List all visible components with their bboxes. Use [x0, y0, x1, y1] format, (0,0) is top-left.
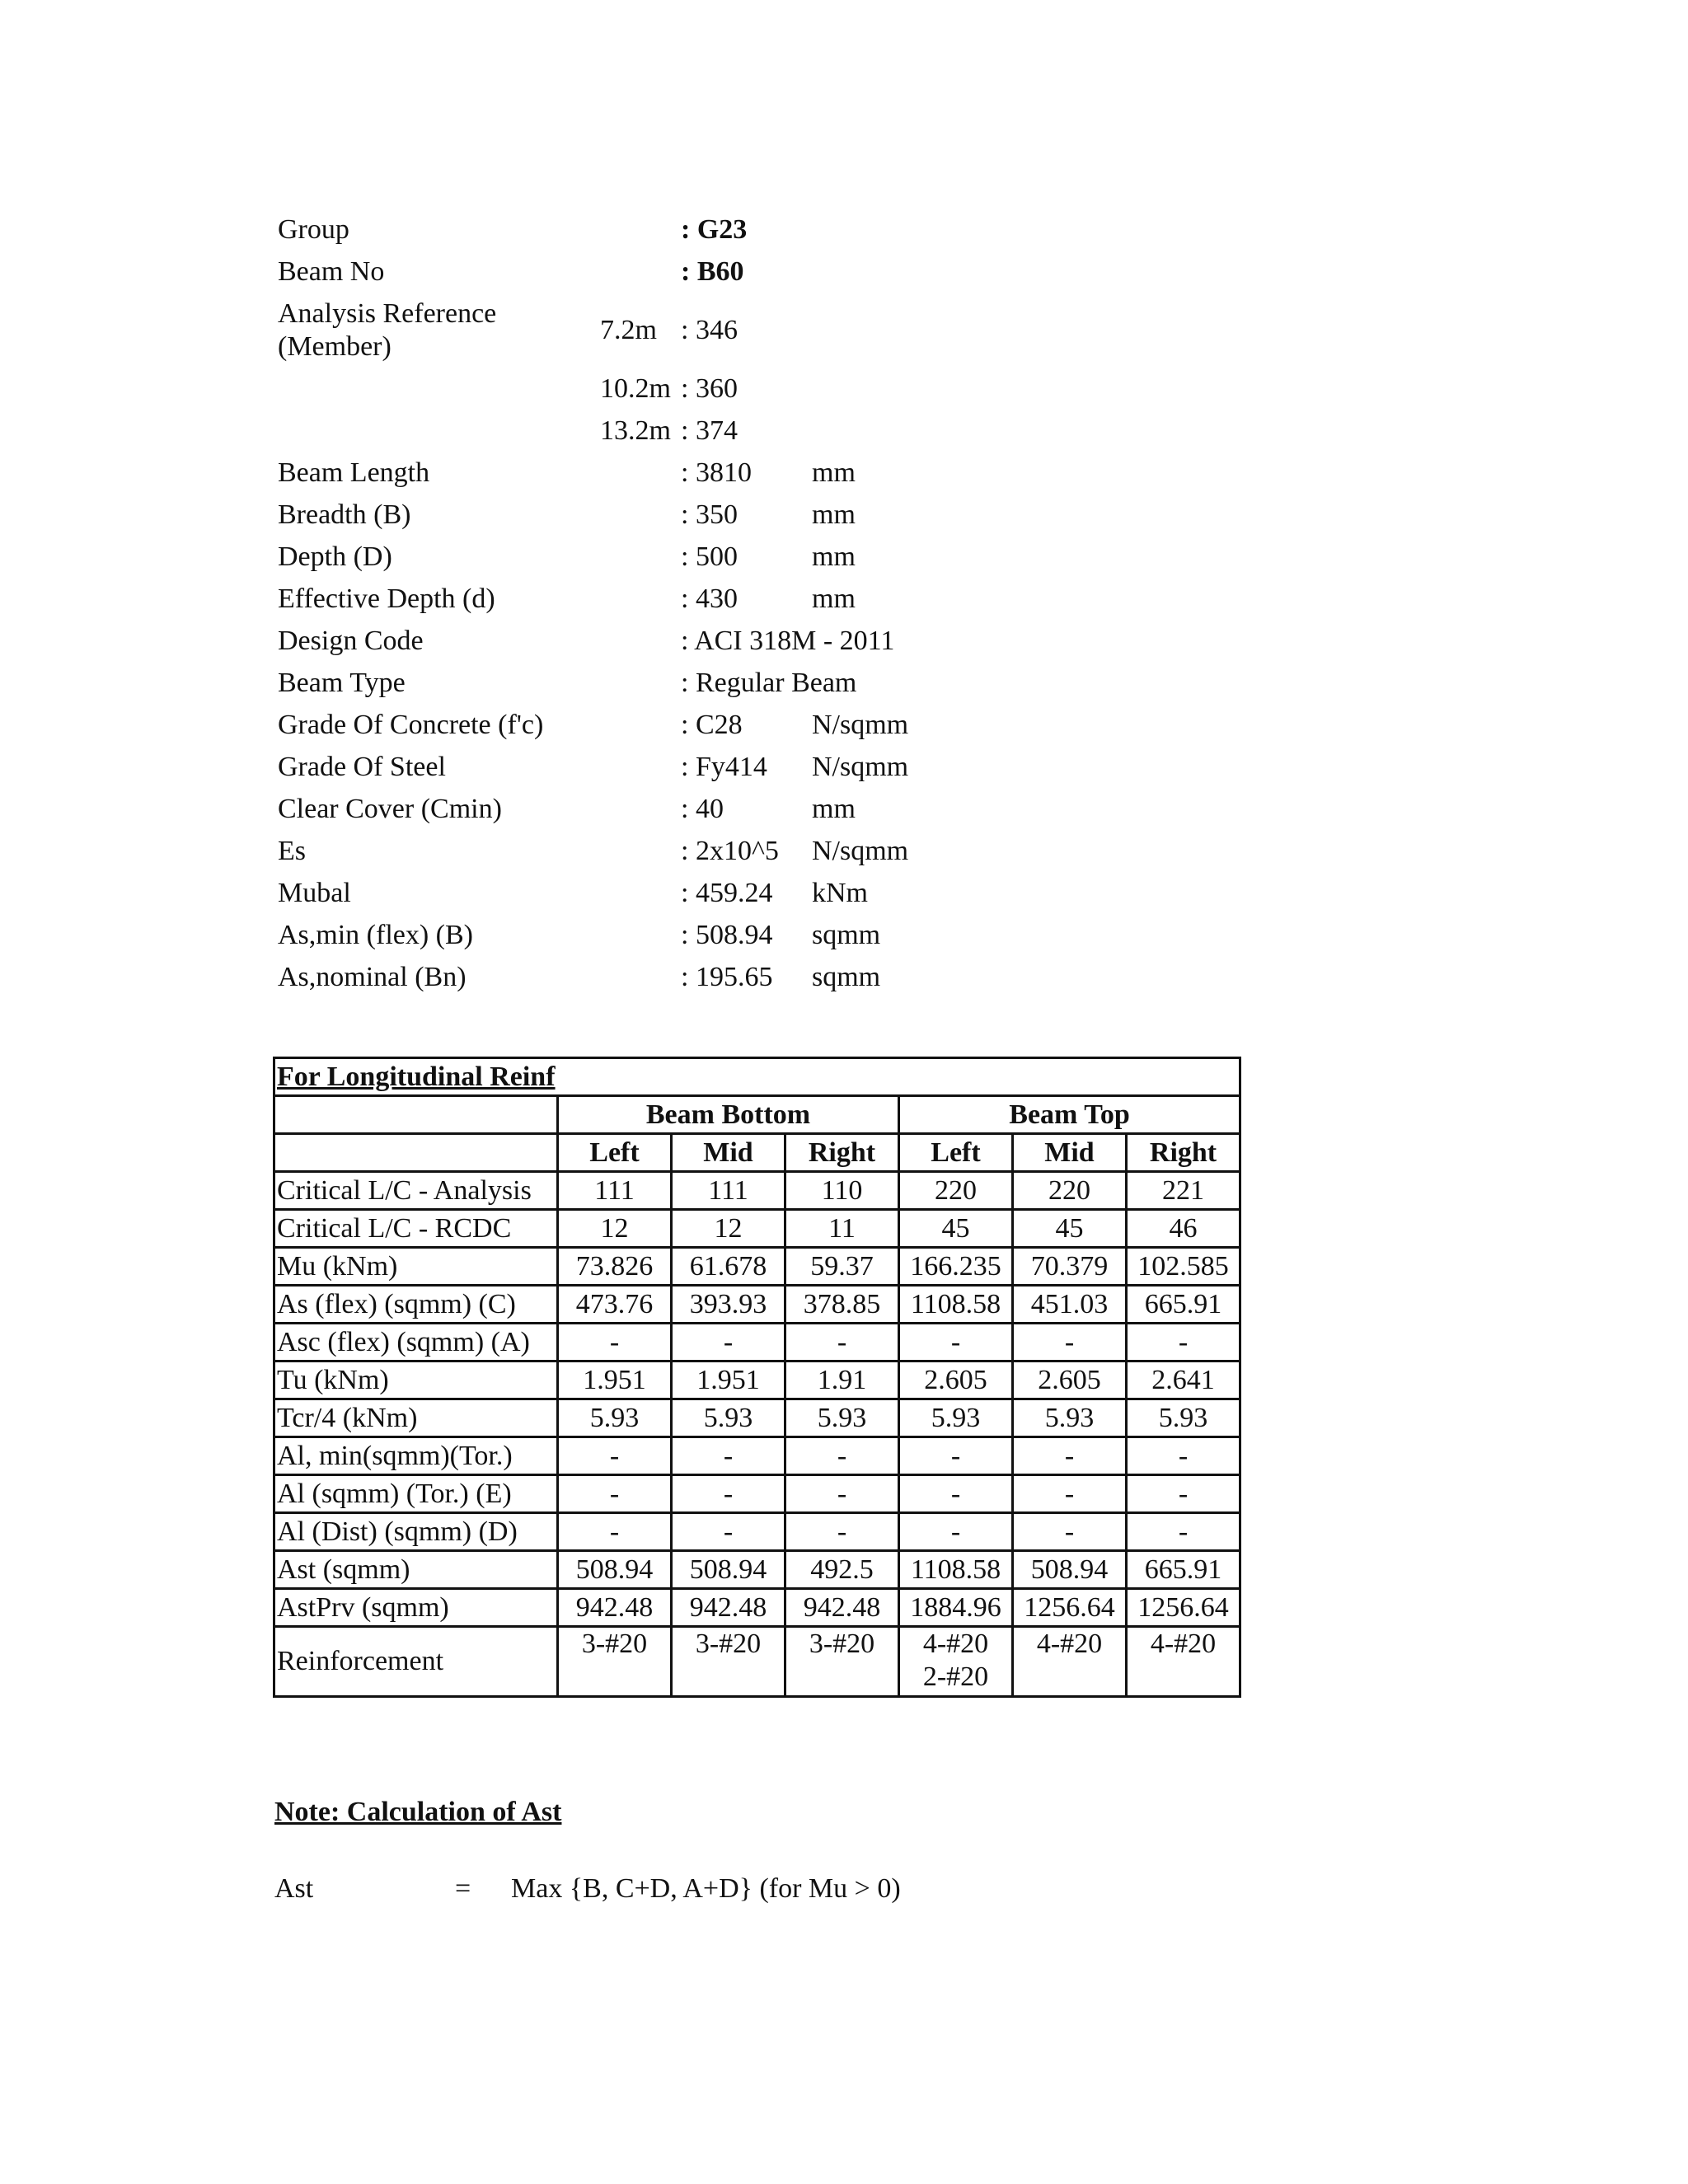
property-value: : C28 [681, 710, 743, 740]
formula-lhs: Ast [274, 1873, 314, 1904]
row-label: Al (Dist) (sqmm) (D) [274, 1513, 558, 1551]
property-label: Depth (D) [278, 541, 392, 572]
table-cell: 1108.58 [899, 1551, 1013, 1589]
table-cell: 5.93 [1127, 1399, 1240, 1437]
table-cell: 942.48 [785, 1589, 899, 1627]
analysis-ref-level: 10.2m [600, 373, 671, 404]
row-label: Reinforcement [274, 1627, 558, 1697]
table-cell: 1108.58 [899, 1286, 1013, 1324]
reinforcement-cell [899, 1627, 1013, 1697]
table-cell: 508.94 [558, 1551, 672, 1589]
table-cell: 11 [785, 1210, 899, 1248]
table-group-header-row [274, 1096, 1240, 1134]
table-cell: 220 [1013, 1172, 1127, 1210]
column-header: Right [785, 1134, 899, 1172]
property-value: : 195.65 [681, 962, 773, 992]
table-cell: - [1127, 1513, 1240, 1551]
beam-no-label: Beam No [278, 256, 385, 287]
table-row [274, 1513, 1240, 1551]
property-label: Beam Type [278, 668, 406, 698]
row-label: Critical L/C - Analysis [274, 1172, 558, 1210]
table-cell: 5.93 [558, 1399, 672, 1437]
row-label: AstPrv (sqmm) [274, 1589, 558, 1627]
bar-spec: 4-#20 [1150, 1629, 1217, 1659]
table-cell: 59.37 [785, 1248, 899, 1286]
table-cell: 70.379 [1013, 1248, 1127, 1286]
analysis-ref-level: 7.2m [600, 315, 657, 345]
table-cell: 1.951 [558, 1361, 672, 1399]
table-cell: 473.76 [558, 1286, 672, 1324]
table-cell: - [1013, 1513, 1127, 1551]
table-cell: 221 [1127, 1172, 1240, 1210]
table-title-row [274, 1058, 1240, 1096]
property-label: Design Code [278, 626, 424, 656]
table-row [274, 1172, 1240, 1210]
note-title: Note: Calculation of Ast [274, 1797, 562, 1827]
property-unit: N/sqmm [812, 710, 909, 740]
table-cell: 73.826 [558, 1248, 672, 1286]
table-cell: - [558, 1475, 672, 1513]
property-value: : 40 [681, 794, 724, 824]
analysis-ref-level: 13.2m [600, 415, 671, 446]
column-header: Right [1127, 1134, 1240, 1172]
property-value: : 3810 [681, 457, 752, 488]
table-cell: 111 [672, 1172, 785, 1210]
table-cell: 1256.64 [1127, 1589, 1240, 1627]
property-label: Breadth (B) [278, 499, 411, 530]
property-value: : ACI 318M - 2011 [681, 626, 895, 656]
beam-top-header: Beam Top [899, 1096, 1240, 1134]
property-value: : 350 [681, 499, 738, 530]
table-cell: - [785, 1513, 899, 1551]
table-cell: - [558, 1324, 672, 1361]
table-cell: 45 [899, 1210, 1013, 1248]
property-unit: mm [812, 499, 856, 530]
row-label: Ast (sqmm) [274, 1551, 558, 1589]
table-cell: 1884.96 [899, 1589, 1013, 1627]
table-cell: 665.91 [1127, 1551, 1240, 1589]
table-cell: 393.93 [672, 1286, 785, 1324]
blank-header-cell [274, 1096, 558, 1134]
row-label: Tcr/4 (kNm) [274, 1399, 558, 1437]
bar-spec: 4-#20 [922, 1629, 989, 1659]
row-label: Critical L/C - RCDC [274, 1210, 558, 1248]
table-cell: - [785, 1475, 899, 1513]
row-label: Tu (kNm) [274, 1361, 558, 1399]
property-value: : 500 [681, 541, 738, 572]
table-cell: - [558, 1513, 672, 1551]
reinforcement-cell [1013, 1627, 1127, 1697]
property-value: : 2x10^5 [681, 836, 779, 866]
property-unit: N/sqmm [812, 752, 909, 782]
property-unit: mm [812, 583, 856, 614]
property-value: : 459.24 [681, 878, 773, 908]
table-cell: 5.93 [672, 1399, 785, 1437]
table-column-header-row [274, 1134, 1240, 1172]
reinforcement-cell [785, 1627, 899, 1697]
property-label: Mubal [278, 878, 351, 908]
table-cell: 1.951 [672, 1361, 785, 1399]
table-cell: - [1013, 1475, 1127, 1513]
row-label: Al, min(sqmm)(Tor.) [274, 1437, 558, 1475]
column-header: Left [558, 1134, 672, 1172]
table-cell: - [1013, 1324, 1127, 1361]
table-cell: 12 [672, 1210, 785, 1248]
table-row [274, 1551, 1240, 1589]
table-cell: 46 [1127, 1210, 1240, 1248]
bar-spec: 3-#20 [581, 1629, 648, 1659]
table-cell: 61.678 [672, 1248, 785, 1286]
table-cell: - [558, 1437, 672, 1475]
property-label: As,min (flex) (B) [278, 920, 474, 950]
table-cell: - [672, 1513, 785, 1551]
property-label: Effective Depth (d) [278, 583, 495, 614]
table-cell: - [899, 1475, 1013, 1513]
table-cell: - [1013, 1437, 1127, 1475]
table-cell: 102.585 [1127, 1248, 1240, 1286]
group-label: Group [278, 214, 349, 245]
formula-rhs: Max {B, C+D, A+D} (for Mu > 0) [511, 1873, 901, 1904]
property-unit: kNm [812, 878, 868, 908]
table-cell: 110 [785, 1172, 899, 1210]
table-title: For Longitudinal Reinf [274, 1058, 1240, 1096]
analysis-ref-member: : 360 [681, 373, 738, 404]
reinforcement-row [274, 1627, 1240, 1697]
table-row [274, 1437, 1240, 1475]
row-label: Mu (kNm) [274, 1248, 558, 1286]
group-value: : G23 [681, 214, 748, 245]
table-cell: 5.93 [1013, 1399, 1127, 1437]
table-cell: 492.5 [785, 1551, 899, 1589]
table-cell: - [1127, 1475, 1240, 1513]
property-unit: mm [812, 541, 856, 572]
longitudinal-reinforcement-table [273, 1057, 1241, 1698]
property-label: Grade Of Steel [278, 752, 446, 782]
table-cell: - [1127, 1437, 1240, 1475]
table-cell: - [672, 1437, 785, 1475]
table-cell: 1256.64 [1013, 1589, 1127, 1627]
row-label: As (flex) (sqmm) (C) [274, 1286, 558, 1324]
table-cell: - [785, 1324, 899, 1361]
table-cell: - [785, 1437, 899, 1475]
table-cell: 942.48 [558, 1589, 672, 1627]
property-value: : 430 [681, 583, 738, 614]
reinforcement-cell [1127, 1627, 1240, 1697]
column-header: Mid [672, 1134, 785, 1172]
analysis-reference-label-line1: Analysis Reference [278, 298, 497, 329]
analysis-ref-member: : 374 [681, 415, 738, 446]
table-cell: 45 [1013, 1210, 1127, 1248]
property-label: Es [278, 836, 306, 866]
bar-spec: 2-#20 [922, 1661, 989, 1692]
table-cell: 508.94 [672, 1551, 785, 1589]
table-cell: 5.93 [899, 1399, 1013, 1437]
table-cell: - [899, 1324, 1013, 1361]
property-label: As,nominal (Bn) [278, 962, 467, 992]
property-label: Grade Of Concrete (f'c) [278, 710, 544, 740]
column-header: Mid [1013, 1134, 1127, 1172]
property-value: : Fy414 [681, 752, 767, 782]
table-row [274, 1475, 1240, 1513]
reinforcement-cell [672, 1627, 785, 1697]
table-cell: 665.91 [1127, 1286, 1240, 1324]
table-cell: 2.641 [1127, 1361, 1240, 1399]
property-unit: sqmm [812, 962, 881, 992]
table-cell: 111 [558, 1172, 672, 1210]
bar-spec: 3-#20 [695, 1629, 762, 1659]
beam-bottom-header: Beam Bottom [558, 1096, 899, 1134]
row-label: Asc (flex) (sqmm) (A) [274, 1324, 558, 1361]
table-cell: 451.03 [1013, 1286, 1127, 1324]
property-value: : Regular Beam [681, 668, 857, 698]
blank-header-cell [274, 1134, 558, 1172]
table-cell: 1.91 [785, 1361, 899, 1399]
reinforcement-cell [558, 1627, 672, 1697]
table-cell: 166.235 [899, 1248, 1013, 1286]
table-cell: 12 [558, 1210, 672, 1248]
table-cell: - [672, 1324, 785, 1361]
property-unit: N/sqmm [812, 836, 909, 866]
analysis-reference-label-line2: (Member) [278, 331, 392, 362]
table-row [274, 1589, 1240, 1627]
table-row [274, 1248, 1240, 1286]
bar-spec: 4-#20 [1036, 1629, 1103, 1659]
table-cell: 2.605 [899, 1361, 1013, 1399]
table-cell: 942.48 [672, 1589, 785, 1627]
table-cell: - [1127, 1324, 1240, 1361]
formula-equals: = [455, 1873, 471, 1904]
table-row [274, 1361, 1240, 1399]
table-cell: 5.93 [785, 1399, 899, 1437]
table-cell: 2.605 [1013, 1361, 1127, 1399]
table-cell: 378.85 [785, 1286, 899, 1324]
table-cell: - [672, 1475, 785, 1513]
table-row [274, 1324, 1240, 1361]
property-unit: sqmm [812, 920, 881, 950]
row-label: Al (sqmm) (Tor.) (E) [274, 1475, 558, 1513]
table-row [274, 1399, 1240, 1437]
table-cell: - [899, 1513, 1013, 1551]
bar-spec: 3-#20 [809, 1629, 875, 1659]
table-row [274, 1210, 1240, 1248]
property-label: Beam Length [278, 457, 430, 488]
column-header: Left [899, 1134, 1013, 1172]
property-label: Clear Cover (Cmin) [278, 794, 502, 824]
beam-no-value: : B60 [681, 256, 744, 287]
table-row [274, 1286, 1240, 1324]
property-unit: mm [812, 457, 856, 488]
property-value: : 508.94 [681, 920, 773, 950]
table-cell: 220 [899, 1172, 1013, 1210]
table-cell: - [899, 1437, 1013, 1475]
analysis-ref-member: : 346 [681, 315, 738, 345]
property-unit: mm [812, 794, 856, 824]
table-cell: 508.94 [1013, 1551, 1127, 1589]
